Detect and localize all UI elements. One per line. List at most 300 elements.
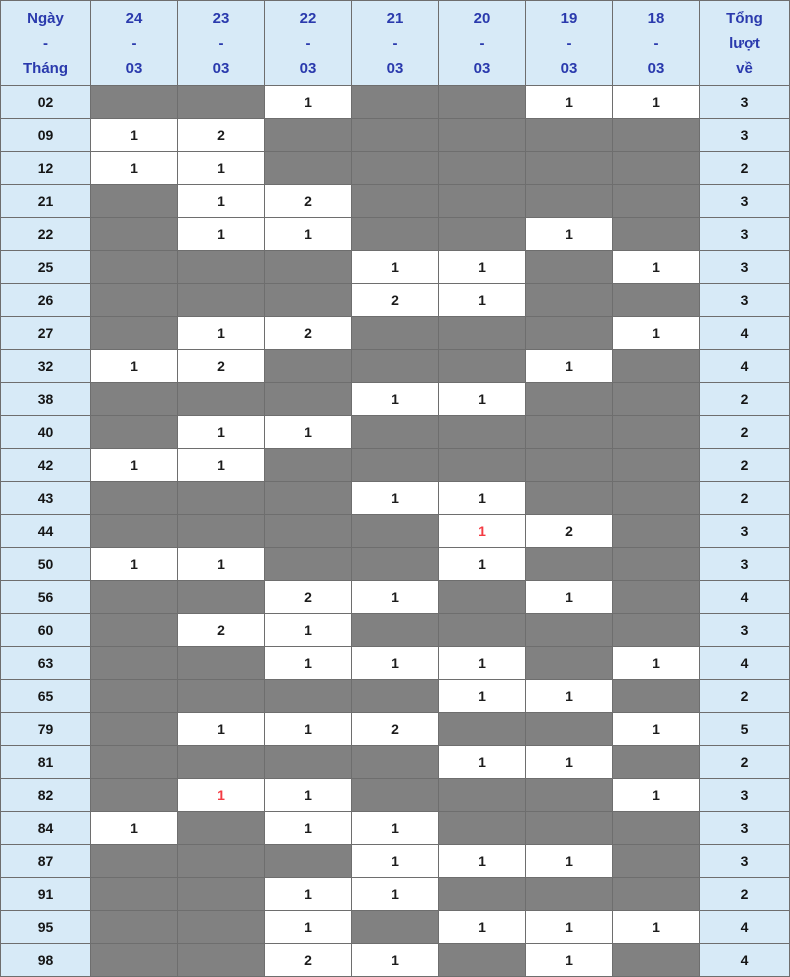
hit-cell: 1 — [178, 713, 265, 746]
row-label-cell: 87 — [1, 845, 91, 878]
miss-cell — [178, 284, 265, 317]
total-cell: 2 — [700, 449, 790, 482]
table-row-84 — [1, 812, 790, 845]
miss-cell — [439, 878, 526, 911]
miss-cell — [178, 251, 265, 284]
table-row-60 — [1, 614, 790, 647]
hit-cell: 1 — [91, 812, 178, 845]
hit-cell: 1 — [439, 680, 526, 713]
miss-cell — [178, 944, 265, 977]
miss-cell — [439, 185, 526, 218]
hit-cell: 1 — [439, 746, 526, 779]
hit-cell: 2 — [265, 185, 352, 218]
hit-cell: 1 — [526, 86, 613, 119]
hit-cell: 1 — [178, 152, 265, 185]
miss-cell — [265, 251, 352, 284]
miss-cell — [352, 152, 439, 185]
miss-cell — [613, 944, 700, 977]
miss-cell — [352, 218, 439, 251]
hit-cell: 1 — [526, 581, 613, 614]
miss-cell — [526, 548, 613, 581]
miss-cell — [526, 713, 613, 746]
header-row — [1, 1, 790, 86]
table-row-43 — [1, 482, 790, 515]
table-row-98 — [1, 944, 790, 977]
row-label-cell: 44 — [1, 515, 91, 548]
date-column-header-21-line: 03 — [386, 59, 404, 77]
hit-cell: 1 — [439, 251, 526, 284]
total-cell: 4 — [700, 911, 790, 944]
row-label-cell: 25 — [1, 251, 91, 284]
miss-cell — [352, 119, 439, 152]
hit-cell: 1 — [91, 119, 178, 152]
date-column-header-22-line: 22 — [299, 9, 317, 27]
miss-cell — [91, 713, 178, 746]
total-column-header-line: lượt — [729, 34, 760, 52]
total-cell: 2 — [700, 878, 790, 911]
miss-cell — [352, 548, 439, 581]
hit-cell: 1 — [526, 911, 613, 944]
row-label-cell: 09 — [1, 119, 91, 152]
miss-cell — [439, 119, 526, 152]
date-column-header-19-line: 19 — [560, 9, 578, 27]
miss-cell — [439, 713, 526, 746]
date-column-header-18-line: 03 — [647, 59, 665, 77]
miss-cell — [613, 548, 700, 581]
date-column-header-18 — [613, 1, 700, 86]
row-label-cell: 65 — [1, 680, 91, 713]
table-row-09 — [1, 119, 790, 152]
row-label-cell: 56 — [1, 581, 91, 614]
miss-cell — [526, 251, 613, 284]
hit-cell: 1 — [91, 548, 178, 581]
miss-cell — [91, 779, 178, 812]
miss-cell — [613, 119, 700, 152]
miss-cell — [265, 119, 352, 152]
miss-cell — [265, 350, 352, 383]
miss-cell — [439, 86, 526, 119]
hit-cell: 1 — [178, 416, 265, 449]
date-column-header-24-line: - — [131, 34, 137, 52]
row-label-cell: 50 — [1, 548, 91, 581]
miss-cell — [352, 416, 439, 449]
miss-cell — [613, 878, 700, 911]
miss-cell — [439, 779, 526, 812]
miss-cell — [352, 449, 439, 482]
miss-cell — [526, 185, 613, 218]
hit-cell: 1 — [91, 152, 178, 185]
miss-cell — [613, 482, 700, 515]
hit-cell: 1 — [352, 647, 439, 680]
miss-cell — [91, 515, 178, 548]
miss-cell — [613, 680, 700, 713]
miss-cell — [613, 284, 700, 317]
total-cell: 4 — [700, 350, 790, 383]
miss-cell — [439, 416, 526, 449]
hit-cell: 1 — [352, 383, 439, 416]
miss-cell — [613, 218, 700, 251]
hit-cell: 2 — [352, 284, 439, 317]
table-header — [1, 1, 790, 86]
hit-cell: 1 — [265, 812, 352, 845]
miss-cell — [91, 218, 178, 251]
miss-cell — [178, 86, 265, 119]
date-column-header-21 — [352, 1, 439, 86]
hit-cell: 1 — [265, 416, 352, 449]
hit-cell-red: 1 — [178, 779, 265, 812]
hit-cell: 1 — [613, 647, 700, 680]
miss-cell — [265, 548, 352, 581]
hit-cell: 1 — [526, 350, 613, 383]
miss-cell — [91, 944, 178, 977]
miss-cell — [178, 647, 265, 680]
date-column-header-20-line: - — [479, 34, 485, 52]
table-row-32 — [1, 350, 790, 383]
row-label-cell: 81 — [1, 746, 91, 779]
date-column-header-19-line: - — [566, 34, 572, 52]
hit-cell: 1 — [613, 317, 700, 350]
total-cell: 2 — [700, 680, 790, 713]
date-column-header-19-line: 03 — [560, 59, 578, 77]
date-column-header-22 — [265, 1, 352, 86]
total-cell: 2 — [700, 152, 790, 185]
hit-cell: 1 — [265, 86, 352, 119]
hit-cell: 1 — [613, 911, 700, 944]
total-cell: 3 — [700, 779, 790, 812]
table-row-22 — [1, 218, 790, 251]
miss-cell — [439, 317, 526, 350]
miss-cell — [265, 482, 352, 515]
date-column-header-24-line: 03 — [125, 59, 143, 77]
miss-cell — [439, 614, 526, 647]
row-label-cell: 91 — [1, 878, 91, 911]
total-cell: 4 — [700, 647, 790, 680]
total-cell: 2 — [700, 482, 790, 515]
hit-cell: 1 — [526, 680, 613, 713]
miss-cell — [613, 416, 700, 449]
miss-cell — [178, 482, 265, 515]
row-label-cell: 95 — [1, 911, 91, 944]
miss-cell — [352, 317, 439, 350]
miss-cell — [265, 845, 352, 878]
hit-cell: 1 — [178, 548, 265, 581]
miss-cell — [178, 383, 265, 416]
row-label-cell: 22 — [1, 218, 91, 251]
hit-cell: 1 — [265, 218, 352, 251]
hit-cell: 1 — [265, 878, 352, 911]
hit-cell: 1 — [613, 251, 700, 284]
miss-cell — [439, 581, 526, 614]
hit-cell: 1 — [526, 218, 613, 251]
hit-cell: 1 — [352, 944, 439, 977]
date-column-header-20 — [439, 1, 526, 86]
row-label-cell: 38 — [1, 383, 91, 416]
hit-cell: 1 — [352, 581, 439, 614]
row-label-cell: 27 — [1, 317, 91, 350]
hit-cell: 1 — [439, 911, 526, 944]
table-row-38 — [1, 383, 790, 416]
miss-cell — [613, 581, 700, 614]
miss-cell — [526, 614, 613, 647]
total-column-header-line: về — [736, 59, 753, 77]
miss-cell — [91, 185, 178, 218]
date-column-header-19 — [526, 1, 613, 86]
row-label-cell: 43 — [1, 482, 91, 515]
hit-cell: 1 — [613, 713, 700, 746]
row-label-cell: 60 — [1, 614, 91, 647]
miss-cell — [91, 383, 178, 416]
date-column-header-23-line: 23 — [212, 9, 230, 27]
miss-cell — [352, 350, 439, 383]
miss-cell — [91, 581, 178, 614]
hit-cell: 1 — [526, 746, 613, 779]
hit-cell: 1 — [91, 350, 178, 383]
miss-cell — [526, 119, 613, 152]
date-column-header-23 — [178, 1, 265, 86]
miss-cell — [526, 647, 613, 680]
total-cell: 2 — [700, 746, 790, 779]
date-column-header-21-line: - — [392, 34, 398, 52]
miss-cell — [178, 911, 265, 944]
total-cell: 4 — [700, 944, 790, 977]
total-column-header-line: Tổng — [726, 9, 763, 27]
miss-cell — [613, 185, 700, 218]
miss-cell — [439, 812, 526, 845]
miss-cell — [178, 812, 265, 845]
miss-cell — [265, 383, 352, 416]
miss-cell — [265, 449, 352, 482]
table-row-40 — [1, 416, 790, 449]
hit-cell: 1 — [178, 449, 265, 482]
table-body — [1, 86, 790, 977]
miss-cell — [526, 383, 613, 416]
hit-cell: 2 — [178, 350, 265, 383]
hit-cell: 1 — [265, 647, 352, 680]
miss-cell — [352, 515, 439, 548]
table-row-95 — [1, 911, 790, 944]
hit-cell: 1 — [526, 845, 613, 878]
miss-cell — [526, 878, 613, 911]
date-column-header-22-line: - — [305, 34, 311, 52]
table-row-79 — [1, 713, 790, 746]
total-cell: 3 — [700, 218, 790, 251]
date-column-header-18-line: 18 — [647, 9, 665, 27]
miss-cell — [613, 383, 700, 416]
miss-cell — [526, 812, 613, 845]
hit-cell: 1 — [265, 713, 352, 746]
hit-cell: 1 — [439, 845, 526, 878]
hit-cell: 1 — [178, 218, 265, 251]
miss-cell — [91, 284, 178, 317]
miss-cell — [91, 911, 178, 944]
miss-cell — [526, 482, 613, 515]
miss-cell — [265, 680, 352, 713]
miss-cell — [526, 449, 613, 482]
table-row-50 — [1, 548, 790, 581]
total-cell: 3 — [700, 119, 790, 152]
hit-cell: 2 — [526, 515, 613, 548]
miss-cell — [613, 350, 700, 383]
miss-cell — [91, 878, 178, 911]
date-column-header-23-line: 03 — [212, 59, 230, 77]
hit-cell: 1 — [352, 878, 439, 911]
miss-cell — [178, 680, 265, 713]
hit-cell: 1 — [439, 548, 526, 581]
miss-cell — [178, 746, 265, 779]
miss-cell — [613, 746, 700, 779]
total-column-header — [700, 1, 790, 86]
hit-cell: 1 — [178, 317, 265, 350]
miss-cell — [352, 746, 439, 779]
hit-cell: 2 — [265, 317, 352, 350]
table-row-21 — [1, 185, 790, 218]
hit-cell: 2 — [178, 119, 265, 152]
hit-cell: 1 — [352, 812, 439, 845]
total-cell: 3 — [700, 614, 790, 647]
hit-cell: 1 — [439, 482, 526, 515]
total-cell: 4 — [700, 581, 790, 614]
hit-cell: 1 — [352, 845, 439, 878]
date-column-header-20-line: 03 — [473, 59, 491, 77]
miss-cell — [91, 416, 178, 449]
miss-cell — [178, 878, 265, 911]
miss-cell — [613, 449, 700, 482]
hit-cell: 1 — [91, 449, 178, 482]
hit-cell: 2 — [178, 614, 265, 647]
total-cell: 2 — [700, 416, 790, 449]
miss-cell — [613, 515, 700, 548]
row-label-cell: 63 — [1, 647, 91, 680]
total-cell: 3 — [700, 845, 790, 878]
miss-cell — [91, 614, 178, 647]
table-row-87 — [1, 845, 790, 878]
miss-cell — [352, 614, 439, 647]
total-cell: 4 — [700, 317, 790, 350]
table-row-27 — [1, 317, 790, 350]
hit-cell-red: 1 — [439, 515, 526, 548]
hit-cell: 2 — [265, 581, 352, 614]
total-cell: 3 — [700, 284, 790, 317]
row-label-cell: 26 — [1, 284, 91, 317]
miss-cell — [352, 911, 439, 944]
miss-cell — [526, 416, 613, 449]
hit-cell: 1 — [613, 779, 700, 812]
row-label-cell: 40 — [1, 416, 91, 449]
hit-cell: 1 — [265, 911, 352, 944]
row-label-cell: 82 — [1, 779, 91, 812]
total-cell: 3 — [700, 185, 790, 218]
miss-cell — [265, 515, 352, 548]
corner-header-line: - — [43, 34, 48, 52]
hit-cell: 2 — [352, 713, 439, 746]
miss-cell — [352, 779, 439, 812]
table-row-56 — [1, 581, 790, 614]
miss-cell — [439, 350, 526, 383]
hit-cell: 1 — [439, 383, 526, 416]
total-cell: 3 — [700, 548, 790, 581]
miss-cell — [439, 218, 526, 251]
table-row-42 — [1, 449, 790, 482]
table-row-63 — [1, 647, 790, 680]
hit-cell: 2 — [265, 944, 352, 977]
hit-cell: 1 — [265, 779, 352, 812]
miss-cell — [265, 746, 352, 779]
hit-cell: 1 — [526, 944, 613, 977]
row-label-cell: 21 — [1, 185, 91, 218]
row-label-cell: 42 — [1, 449, 91, 482]
miss-cell — [91, 647, 178, 680]
miss-cell — [91, 251, 178, 284]
corner-header — [1, 1, 91, 86]
miss-cell — [91, 845, 178, 878]
table-row-02 — [1, 86, 790, 119]
hit-cell: 1 — [352, 482, 439, 515]
hit-cell: 1 — [613, 86, 700, 119]
date-column-header-21-line: 21 — [386, 9, 404, 27]
miss-cell — [439, 449, 526, 482]
miss-cell — [613, 152, 700, 185]
table-row-26 — [1, 284, 790, 317]
date-column-header-23-line: - — [218, 34, 224, 52]
table-row-82 — [1, 779, 790, 812]
miss-cell — [526, 152, 613, 185]
miss-cell — [526, 317, 613, 350]
total-cell: 3 — [700, 251, 790, 284]
miss-cell — [265, 284, 352, 317]
miss-cell — [352, 185, 439, 218]
total-cell: 3 — [700, 86, 790, 119]
total-cell: 2 — [700, 383, 790, 416]
hit-cell: 1 — [352, 251, 439, 284]
miss-cell — [91, 482, 178, 515]
miss-cell — [439, 152, 526, 185]
row-label-cell: 32 — [1, 350, 91, 383]
table-row-25 — [1, 251, 790, 284]
table-row-81 — [1, 746, 790, 779]
date-column-header-22-line: 03 — [299, 59, 317, 77]
hit-cell: 1 — [178, 185, 265, 218]
table-row-12 — [1, 152, 790, 185]
miss-cell — [352, 680, 439, 713]
miss-cell — [526, 284, 613, 317]
row-label-cell: 84 — [1, 812, 91, 845]
miss-cell — [178, 845, 265, 878]
hit-cell: 1 — [439, 647, 526, 680]
miss-cell — [91, 86, 178, 119]
miss-cell — [265, 152, 352, 185]
miss-cell — [178, 515, 265, 548]
total-cell: 5 — [700, 713, 790, 746]
miss-cell — [613, 614, 700, 647]
row-label-cell: 02 — [1, 86, 91, 119]
total-cell: 3 — [700, 812, 790, 845]
miss-cell — [526, 779, 613, 812]
row-label-cell: 12 — [1, 152, 91, 185]
row-label-cell: 98 — [1, 944, 91, 977]
miss-cell — [91, 680, 178, 713]
date-column-header-24 — [91, 1, 178, 86]
miss-cell — [91, 746, 178, 779]
corner-header-line: Ngày — [27, 9, 64, 27]
miss-cell — [91, 317, 178, 350]
date-column-header-18-line: - — [653, 34, 659, 52]
table-row-65 — [1, 680, 790, 713]
table-row-44 — [1, 515, 790, 548]
miss-cell — [613, 812, 700, 845]
row-label-cell: 79 — [1, 713, 91, 746]
total-cell: 3 — [700, 515, 790, 548]
miss-cell — [178, 581, 265, 614]
